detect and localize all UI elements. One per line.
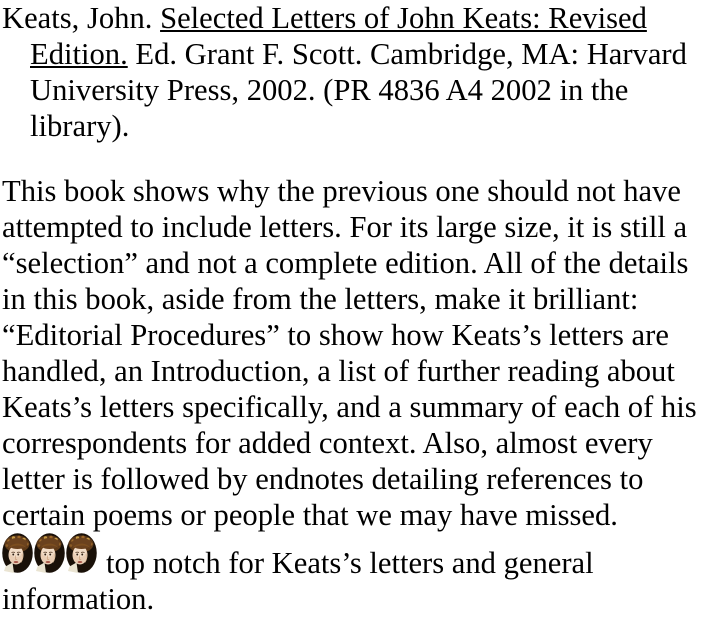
keats-portrait-icon [34,533,65,573]
citation-book-title: Selected Letters of John Keats: Revised Edition. [30,1,647,71]
citation-paragraph [2,0,713,144]
review-paragraph: This book shows why the previous one should not have attempted to include letters. For its large size, it is still a “selection” and not a complete edition. All of the details in this book, aside from the letters, make it brilliant: “Editorial Procedures” to show how Keats’s letters are handled, an Introduction, a list of further reading about Keats’s letters specifically, and a summary of each of his correspondents for added context. Also, almost every letter is followed by endnotes detailing references to certain poems or people that we may have missed. [2,174,697,532]
keats-portrait-icon [66,533,97,573]
rating-text: top notch for Keats’s letters and general information. [2,546,594,616]
keats-portrait-icon [2,533,33,573]
citation-publication-info: Ed. Grant F. Scott. Cambridge, MA: Harvard University Press, 2002. (PR 4836 A4 2002 in the library). [30,37,687,143]
rating-line [2,533,713,617]
citation-author: Keats, John. [2,1,161,35]
